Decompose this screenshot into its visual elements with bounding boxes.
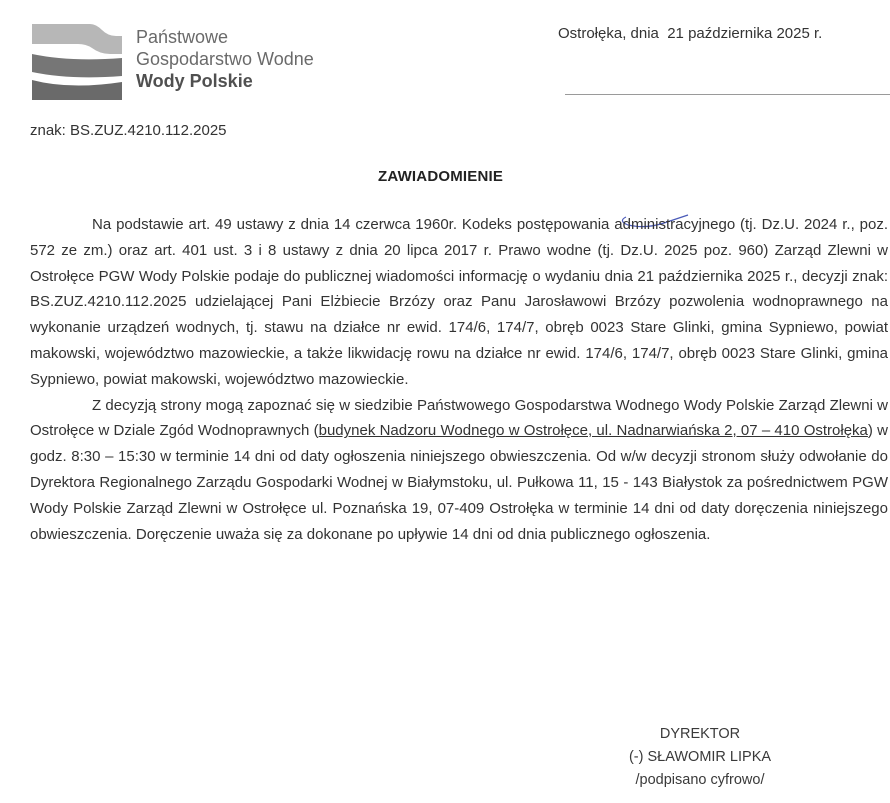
organization-name [136,26,314,92]
notice-body [30,212,888,547]
signature-block [600,723,800,792]
signatory-name: (-) SŁAWOMIR LIPKA [628,749,772,765]
paragraph2-text-after: ) w godz. 8:30 – 15:30 w terminie 14 dni od daty ogłoszenia niniejszego obwieszczenia. Od w/w decyzji stronom służy odwołanie do Dyrektora Regionalnego Zarządu Gospodarki Wodnej w Białymstoku, ul. Pułkowa 11, 15 - 143 Białystok za pośrednictwem PGW Wody Polskie Zarząd Zlewni w Ostrołęce ul. Poznańska 19, 07-409 Ostrołęka w terminie 14 dni od daty doręczenia niniejszego obwieszczenia. Doręczenie uważa się za dokonane po upływie 14 dni od dnia publicznego ogłoszenia. [30,422,888,543]
document-title: ZAWIADOMIENIE [378,168,504,185]
header-divider [565,94,890,95]
signatory-position: DYREKTOR [659,726,741,742]
place-and-date: Ostrołęka, dnia 21 października 2025 r. [558,25,823,42]
digital-signature-note: /podpisano cyfrowo/ [635,772,765,788]
org-name-line1: Państwowe [136,27,229,47]
office-address-underlined: budynek Nadzoru Wodnego w Ostrołęce, ul. Nadnarwiańska 2, 07 – 410 Ostrołęka [318,422,868,440]
paragraph2-text-before: Z decyzją strony mogą zapoznać się w siedzibie Państwowego Gospodarstwa Wodnego Wody Polskie Zarząd Zlewni w Ostrołęce w Dziale Zgód Wodnoprawnych ( [30,396,888,440]
wody-polskie-logo-icon [30,18,130,102]
paragraph-access-and-appeal [30,393,888,548]
org-name-line2: Gospodarstwo Wodne [136,49,314,69]
paragraph-decision-info: Na podstawie art. 49 ustawy z dnia 14 czerwca 1960r. Kodeks postępowania administracyjnego (tj. Dz.U. 2024 r., poz. 572 ze zm.) oraz art. 401 ust. 3 i 8 ustawy z dnia 20 lipca 2017 r. Prawo wodne (tj. Dz.U. 2025 poz. 960) Zarząd Zlewni w Ostrołęce PGW Wody Polskie podaje do publicznej wiadomości informację o wydaniu dnia 21 października 2025 r., decyzji znak: BS.ZUZ.4210.112.2025 udzielającej Pani Elżbiecie Brzózy oraz Panu Jarosławowi Brzózy pozwolenia wodnoprawnego na wykonanie urządzeń wodnych, tj. stawu na działce nr ewid. 174/6, 174/7, obręb 0023 Stare Glinki, gmina Sypniewo, powiat makowski, województwo mazowieckie, a także likwidację rowu na działce nr ewid. 174/6, 174/7, obręb 0023 Stare Glinki, gmina Sypniewo, powiat makowski, województwo mazowieckie. [30,216,888,388]
org-name-line3: Wody Polskie [136,71,253,91]
reference-number: znak: BS.ZUZ.4210.112.2025 [30,122,227,139]
